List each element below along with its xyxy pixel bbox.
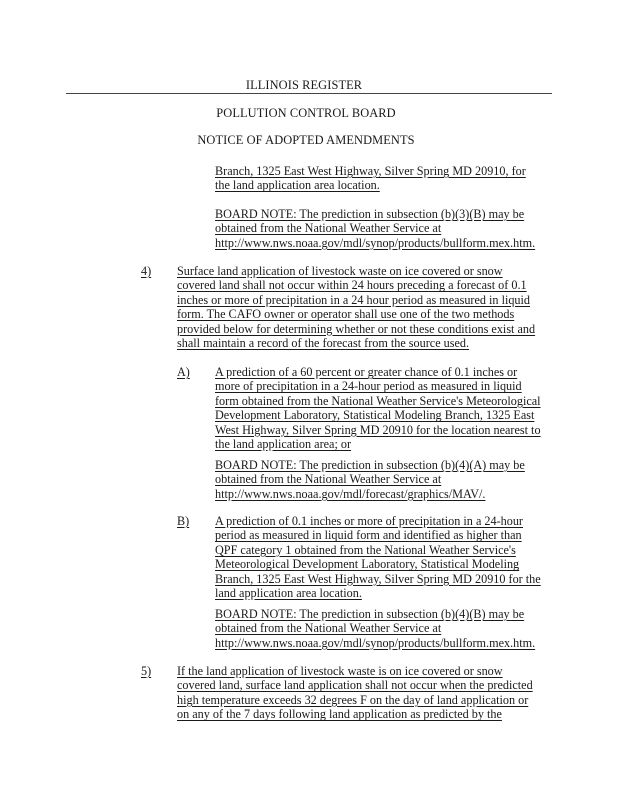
text-line: Meteorological Development Laboratory, Statistical Modeling: [215, 557, 520, 572]
text-line: form obtained from the National Weather Service's Meteorological: [215, 393, 541, 408]
item-4b-number: B): [177, 514, 190, 528]
text-line: obtained from the National Weather Service at: [215, 221, 442, 236]
text-line: land application area location.: [215, 586, 362, 601]
board-name: POLLUTION CONTROL BOARD: [216, 106, 396, 120]
text-line: period as measured in liquid form and identified as higher than: [215, 528, 522, 543]
text-line: BOARD NOTE: The prediction in subsection (b)(4)(A) may be: [215, 458, 525, 472]
item-4-number: 4): [141, 264, 152, 278]
board-note-b4b: [215, 607, 535, 650]
text-line: obtained from the National Weather Service at: [215, 621, 442, 636]
item-5-paragraph: [177, 664, 533, 722]
nws-mex-link[interactable]: http://www.nws.noaa.gov/mdl/synop/products/bullform.mex.htm.: [215, 235, 536, 250]
nws-mex-link-2[interactable]: http://www.nws.noaa.gov/mdl/synop/products/bullform.mex.htm.: [215, 635, 536, 650]
text-line: QPF category 1 obtained from the National Weather Service's: [215, 542, 516, 557]
text-line: obtained from the National Weather Service at: [215, 472, 442, 487]
header-rule: [66, 93, 552, 94]
text-line: Branch, 1325 East West Highway, Silver Spring MD 20910 for the: [215, 571, 541, 586]
text-line: Branch, 1325 East West Highway, Silver Spring MD 20910, for: [215, 164, 526, 178]
text-line: covered land shall not occur within 24 hours preceding a forecast of 0.1: [177, 278, 527, 293]
item-4b-paragraph: [215, 514, 541, 600]
text-line: covered land, surface land application shall not occur when the predicted: [177, 678, 533, 693]
text-line: more of precipitation in a 24-hour period as measured in liquid: [215, 379, 522, 394]
text-line: shall maintain a record of the forecast from the source used.: [177, 336, 470, 351]
text-line: BOARD NOTE: The prediction in subsection (b)(4)(B) may be: [215, 607, 525, 621]
text-line: the land application area location.: [215, 178, 380, 193]
item-4a-paragraph: [215, 365, 541, 451]
item-4a-number: A): [177, 365, 190, 379]
text-line: A prediction of 0.1 inches or more of precipitation in a 24-hour: [215, 514, 523, 528]
board-note-b3b: [215, 207, 535, 250]
text-line: high temperature exceeds 32 degrees F on the day of land application or: [177, 692, 529, 707]
text-line: A prediction of a 60 percent or greater chance of 0.1 inches or: [215, 365, 518, 379]
nws-mav-link[interactable]: http://www.nws.noaa.gov/mdl/forecast/graphics/MAV/.: [215, 486, 486, 501]
text-line: form. The CAFO owner or operator shall use one of the two methods: [177, 307, 515, 322]
text-line: West Highway, Silver Spring MD 20910 for the location nearest to: [215, 422, 541, 437]
register-title: ILLINOIS REGISTER: [245, 78, 363, 92]
item-5-number: 5): [141, 664, 152, 678]
continuation-paragraph: [215, 164, 526, 193]
text-line: inches or more of precipitation in a 24 hour period as measured in liquid: [177, 292, 531, 307]
notice-title: NOTICE OF ADOPTED AMENDMENTS: [197, 133, 415, 147]
text-line: Development Laboratory, Statistical Modeling Branch, 1325 East: [215, 408, 535, 423]
text-line: BOARD NOTE: The prediction in subsection (b)(3)(B) may be: [215, 207, 525, 221]
text-line: on any of the 7 days following land application as predicted by the: [177, 707, 502, 722]
text-line: Surface land application of livestock waste on ice covered or snow: [177, 264, 503, 278]
board-note-b4a: [215, 458, 525, 501]
text-line: If the land application of livestock waste is on ice covered or snow: [177, 664, 503, 678]
item-4-paragraph: [177, 264, 535, 350]
text-line: provided below for determining whether or not these conditions exist and: [177, 321, 536, 336]
text-line: the land application area; or: [215, 437, 352, 452]
